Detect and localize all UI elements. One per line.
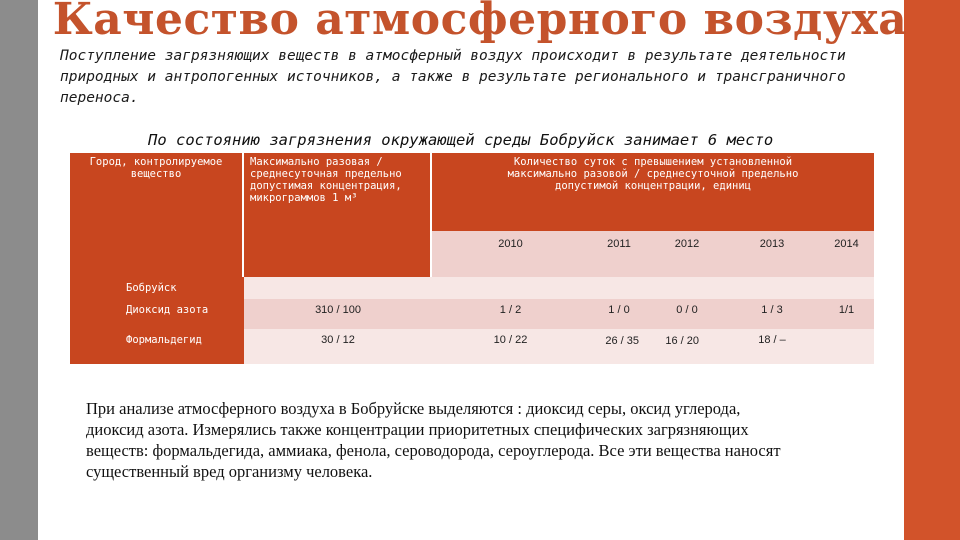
substance-cell: Формальдегид (70, 329, 244, 364)
value-cell (819, 329, 874, 364)
year-2012: 2012 (649, 231, 725, 277)
pdk-cell: 30 / 12 (244, 329, 432, 364)
substance-cell: Диоксид азота (70, 299, 244, 329)
col3-header: Количество суток с превышением установленной максимально разовой / среднесуточной предельно допустимой концентрации, единиц (432, 153, 874, 231)
left-decor-bar (0, 0, 38, 540)
conclusion-paragraph: При анализе атмосферного воздуха в Бобруйске выделяются : диоксид серы, оксид углерода, диоксид азота. Измерялись также концентрации приоритетных специфических загрязняющих веществ: формальдегида, аммиака, фенола, сероводорода, сероуглерода. Все эти вещества наносят существенный вред организму человека. (86, 399, 781, 481)
value-cell: 16 / 20 (649, 329, 725, 364)
value-cell: 18 / – (725, 329, 819, 364)
year-2011: 2011 (589, 231, 649, 277)
intro-paragraph: Поступление загрязняющих веществ в атмосферный воздух происходит в результате деятельности природных и антропогенных источников, а также в результате регионального и трансграничного переноса. (60, 48, 846, 106)
value-cell: 10 / 22 (432, 329, 589, 364)
col2-header: Максимально разовая / среднесуточная предельно допустимая концентрация, микрограммов 1 м³ (244, 153, 430, 277)
value-cell: 1 / 0 (589, 299, 649, 329)
right-decor-bar (904, 0, 960, 540)
value-cell: 26 / 35 (589, 329, 649, 364)
rank-statement: По состоянию загрязнения окружающей среды Бобруйск занимает 6 место (148, 131, 774, 149)
value-cell: 1/1 (819, 299, 874, 329)
pdk-cell: 310 / 100 (244, 299, 432, 329)
city-label: Бобруйск (70, 277, 244, 299)
value-cell: 1 / 3 (725, 299, 819, 329)
city-row-fill (244, 277, 874, 299)
year-2014: 2014 (819, 231, 874, 277)
col1-header: Город, контролируемое вещество (70, 153, 242, 277)
year-2013: 2013 (725, 231, 819, 277)
value-cell: 1 / 2 (432, 299, 589, 329)
slide-title: Качество атмосферного воздуха (52, 0, 908, 45)
year-2010: 2010 (432, 231, 589, 277)
value-cell: 0 / 0 (649, 299, 725, 329)
